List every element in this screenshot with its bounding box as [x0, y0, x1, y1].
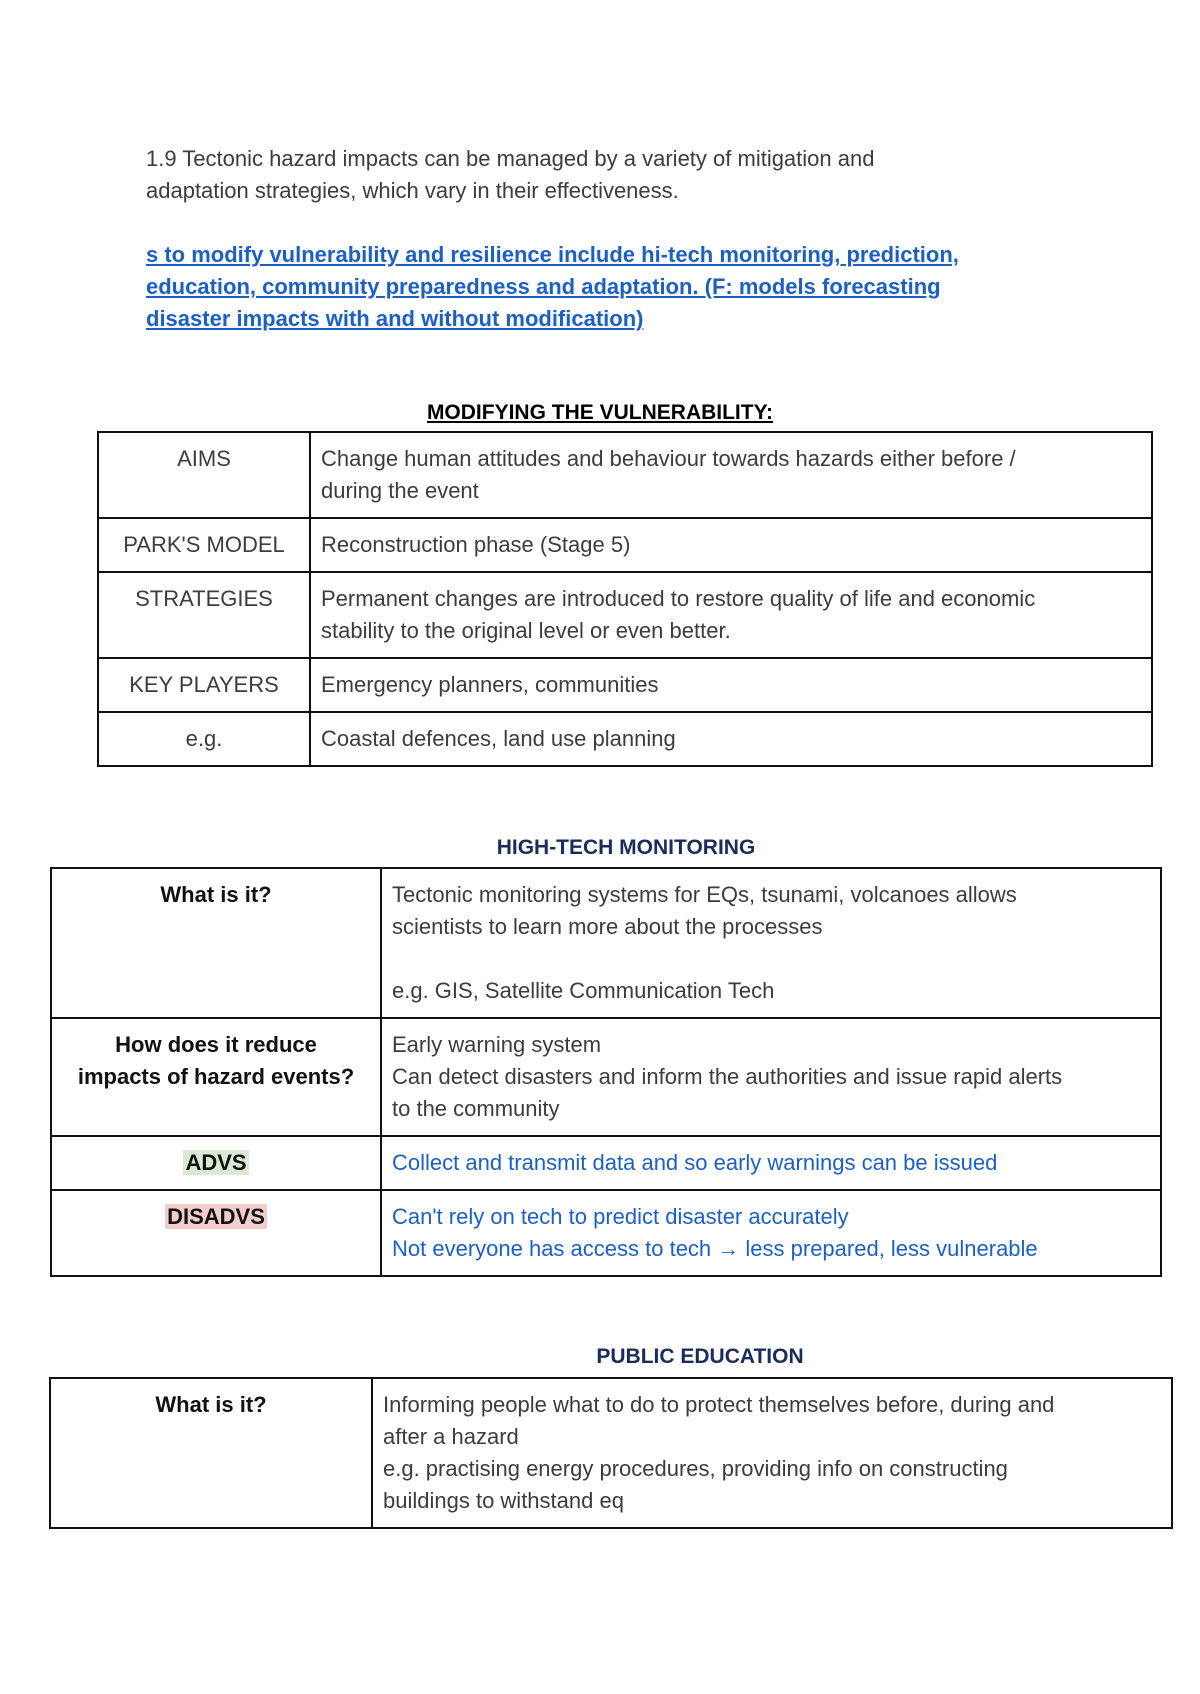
table-row: [98, 572, 1152, 658]
section-heading-high-tech-monitoring: HIGH-TECH MONITORING: [496, 836, 756, 859]
table-row: [50, 1378, 1172, 1528]
section-heading-modifying-vulnerability: MODIFYING THE VULNERABILITY:: [426, 401, 774, 424]
row-key-what: What is it?: [50, 1378, 372, 1528]
table-row: [98, 518, 1152, 572]
row-key-disadvs: [51, 1190, 381, 1276]
row-key: AIMS: [98, 432, 310, 518]
value-line: e.g. GIS, Satellite Communication Tech: [392, 978, 775, 1003]
value-line: buildings to withstand eq: [383, 1488, 624, 1513]
value-line: Emergency planners, communities: [321, 672, 659, 697]
row-value: [372, 1378, 1172, 1528]
row-key-advs: [51, 1136, 381, 1190]
spec-line: education, community preparedness and adaptation. (F: models forecasting: [146, 274, 941, 299]
spec-line: disaster impacts with and without modification): [146, 306, 644, 331]
high-tech-monitoring-table: [50, 867, 1162, 1277]
advs-label: ADVS: [185, 1150, 247, 1175]
spacer: [392, 943, 1150, 975]
row-key: STRATEGIES: [98, 572, 310, 658]
row-value: [310, 658, 1152, 712]
value-line: Can't rely on tech to predict disaster accurately: [392, 1204, 849, 1229]
modifying-vulnerability-table: [97, 431, 1153, 767]
row-key-how: [51, 1018, 381, 1136]
table-row: [98, 712, 1152, 766]
key-line: How does it reduce: [115, 1032, 317, 1057]
intro-paragraph: [146, 143, 1046, 207]
value-line: e.g. practising energy procedures, providing info on constructing: [383, 1456, 1008, 1481]
value-line: Change human attitudes and behaviour towards hazards either before /: [321, 446, 1016, 471]
value-line: Early warning system: [392, 1032, 602, 1057]
row-value: [310, 518, 1152, 572]
public-education-table: [49, 1377, 1173, 1529]
value-line: stability to the original level or even better.: [321, 618, 731, 643]
section-heading-public-education: PUBLIC EDUCATION: [596, 1345, 804, 1368]
row-key: PARK'S MODEL: [98, 518, 310, 572]
value-line: scientists to learn more about the processes: [392, 914, 823, 939]
value-line: Can detect disasters and inform the authorities and issue rapid alerts: [392, 1064, 1063, 1089]
table-row: [51, 1018, 1161, 1136]
spec-line: s to modify vulnerability and resilience include hi-tech monitoring, prediction,: [146, 242, 959, 267]
value-line: to the community: [392, 1096, 560, 1121]
table-row: [51, 868, 1161, 1018]
row-value: [310, 572, 1152, 658]
value-line: Not everyone has access to tech → less prepared, less vulnerable: [392, 1236, 1038, 1261]
row-value: [381, 1018, 1161, 1136]
table-row: [98, 432, 1152, 518]
value-line: Reconstruction phase (Stage 5): [321, 532, 631, 557]
row-key: e.g.: [98, 712, 310, 766]
value-line: Coastal defences, land use planning: [321, 726, 676, 751]
row-value: [381, 1190, 1161, 1276]
value-line: during the event: [321, 478, 479, 503]
table-row: [51, 1136, 1161, 1190]
spec-statement: [146, 239, 1066, 335]
intro-line: adaptation strategies, which vary in their effectiveness.: [146, 178, 679, 203]
row-value: [310, 432, 1152, 518]
value-line: Permanent changes are introduced to restore quality of life and economic: [321, 586, 1036, 611]
value-line: after a hazard: [383, 1424, 519, 1449]
table-row: [98, 658, 1152, 712]
row-key-what: What is it?: [51, 868, 381, 1018]
row-value: [381, 1136, 1161, 1190]
value-line: Tectonic monitoring systems for EQs, tsunami, volcanoes allows: [392, 882, 1017, 907]
table-row: [51, 1190, 1161, 1276]
intro-line: 1.9 Tectonic hazard impacts can be managed by a variety of mitigation and: [146, 146, 875, 171]
row-key: KEY PLAYERS: [98, 658, 310, 712]
row-value: [310, 712, 1152, 766]
value-line: Collect and transmit data and so early warnings can be issued: [392, 1150, 998, 1175]
key-line: impacts of hazard events?: [77, 1064, 355, 1089]
value-line: Informing people what to do to protect themselves before, during and: [383, 1392, 1055, 1417]
row-value: [381, 868, 1161, 1018]
disadvs-label: DISADVS: [167, 1204, 265, 1229]
